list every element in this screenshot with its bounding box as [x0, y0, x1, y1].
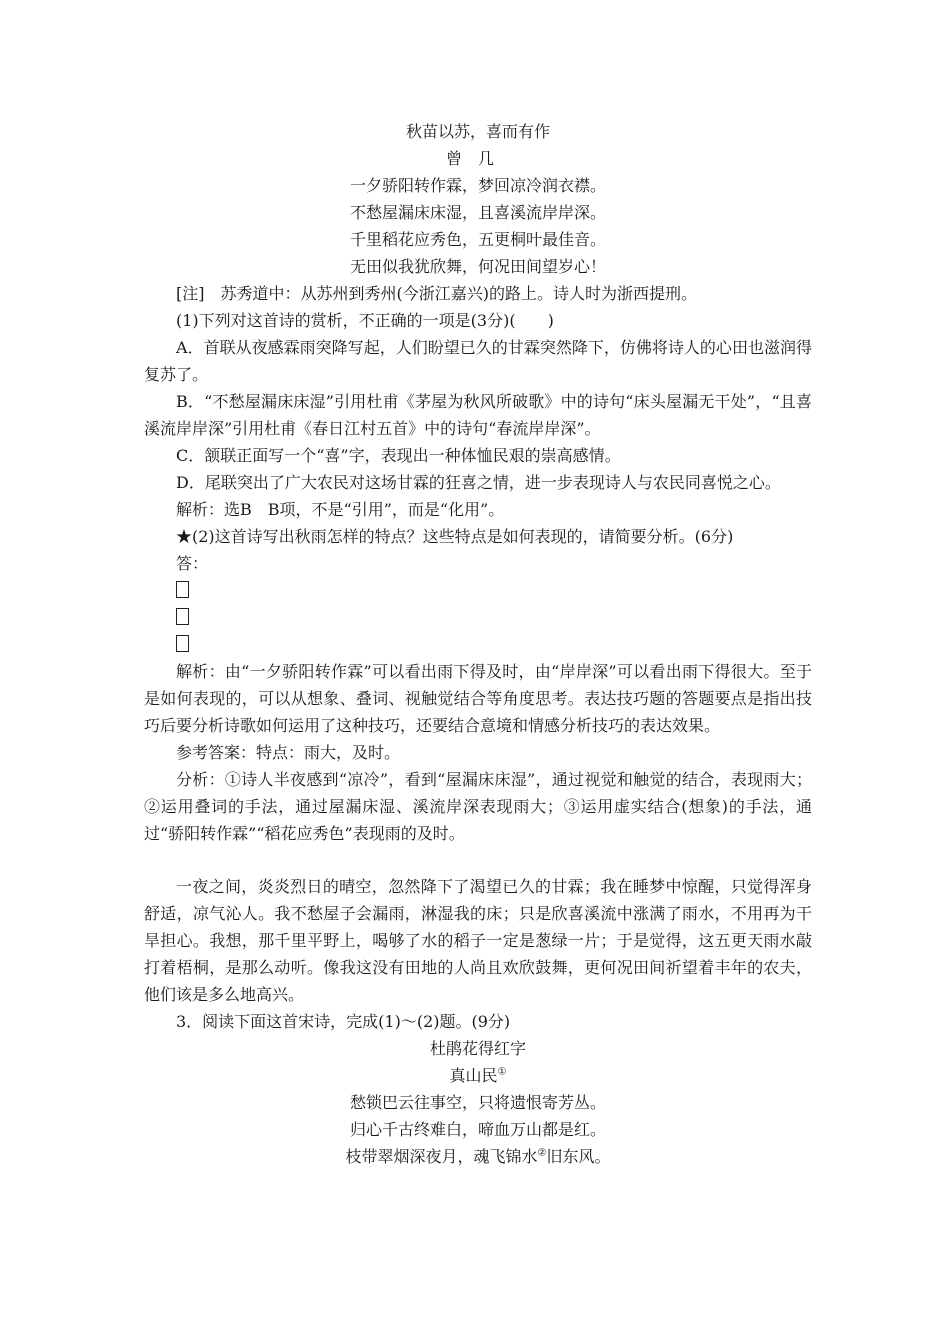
answer-blank[interactable] — [144, 604, 812, 631]
reference-answer: 参考答案：特点：雨大，及时。 — [176, 743, 401, 762]
poem-line: 千里稻花应秀色，五更桐叶最佳音。 — [349, 230, 606, 249]
poem-line: 愁锁巴云往事空，只将遗恨寄芳丛。 — [349, 1093, 606, 1112]
poem-line — [144, 1143, 812, 1170]
answer-blank[interactable] — [144, 631, 812, 658]
question-stem: (1)下列对这首诗的赏析，不正确的一项是(3分)( ) — [176, 311, 554, 330]
poem-title: 杜鹃花得红字 — [429, 1039, 526, 1058]
poem-line-part: 枝带翠烟深夜月，魂飞锦水 — [345, 1147, 538, 1166]
analysis-text: 解析：由“一夕骄阳转作霖”可以看出雨下得及时，由“岸岸深”可以看出雨下得很大。至于是如何表现的，可以从想象、叠词、视触觉结合等角度思考。表达技巧题的答题要点是指出技巧后要分析诗歌如何运用了这种技巧，还要结合意境和情感分析技巧的表达效果。 — [144, 662, 812, 735]
poem-line: 不愁屋漏床床湿，且喜溪流岸岸深。 — [349, 203, 606, 222]
answer-box-icon — [176, 635, 189, 652]
poem-author: 曾几 — [445, 149, 510, 168]
analysis-detail: 分析：①诗人半夜感到“凉冷”，看到“屋漏床床湿”，通过视觉和触觉的结合，表现雨大；②运用叠词的手法，通过屋漏床湿、溪流岸深表现雨大；③运用虚实结合(想象)的手法，通过“骄阳转作霖”“稻花应秀色”表现雨的及时。 — [144, 770, 812, 843]
spacer — [144, 847, 812, 873]
option-c: C．颔联正面写一个“喜”字，表现出一种体恤民艰的崇高感情。 — [176, 446, 621, 465]
analysis-text: 解析：选B B项，不是“引用”，而是“化用”。 — [176, 500, 505, 519]
option-b: B．“不愁屋漏床床湿”引用杜甫《茅屋为秋风所破歌》中的诗句“床头屋漏无干处”，“且喜溪流岸岸深”引用杜甫《春日江村五首》中的诗句“春流岸岸深”。 — [144, 392, 812, 438]
poem-author — [144, 1062, 812, 1089]
option-d: D．尾联突出了广大农民对这场甘霖的狂喜之情，进一步表现诗人与农民同喜悦之心。 — [176, 473, 781, 492]
poem-note: [注] 苏秀道中：从苏州到秀州(今浙江嘉兴)的路上。诗人时为浙西提刑。 — [176, 284, 697, 303]
poem-title: 秋苗以苏，喜而有作 — [405, 122, 550, 141]
poem-line: 一夕骄阳转作霖，梦回凉冷润衣襟。 — [349, 176, 606, 195]
question-stem: 3．阅读下面这首宋诗，完成(1)～(2)题。(9分) — [176, 1012, 511, 1031]
answer-box-icon — [176, 608, 189, 625]
question-stem: ★(2)这首诗写出秋雨怎样的特点？这些特点是如何表现的，请简要分析。(6分) — [176, 527, 734, 546]
answer-box-icon — [176, 581, 189, 598]
poem-author-name: 真山民 — [449, 1066, 498, 1085]
poem-line-part: 旧东风。 — [546, 1147, 611, 1166]
footnote-mark: ① — [497, 1066, 507, 1078]
answer-blank[interactable] — [144, 577, 812, 604]
translation-paragraph: 一夜之间，炎炎烈日的晴空，忽然降下了渴望已久的甘霖；我在睡梦中惊醒，只觉得浑身舒适，凉气沁人。我不愁屋子会漏雨，淋湿我的床；只是欣喜溪流中涨满了雨水，不用再为干旱担心。我想，那千里平野上，喝够了水的稻子一定是葱绿一片；于是觉得，这五更天雨水敲打着梧桐，是那么动听。像我这没有田地的人尚且欢欣鼓舞，更何况田间祈望着丰年的农夫，他们该是多么地高兴。 — [144, 877, 812, 1004]
poem-line: 归心千古终难白，啼血万山都是红。 — [349, 1120, 606, 1139]
document-page — [144, 118, 812, 1170]
option-a: A．首联从夜感霖雨突降写起，人们盼望已久的甘霖突然降下，仿佛将诗人的心田也滋润得复苏了。 — [144, 338, 812, 384]
poem-line: 无田似我犹欣舞，何况田间望岁心！ — [349, 257, 606, 276]
footnote-mark: ② — [537, 1147, 547, 1159]
answer-label: 答： — [176, 554, 209, 573]
